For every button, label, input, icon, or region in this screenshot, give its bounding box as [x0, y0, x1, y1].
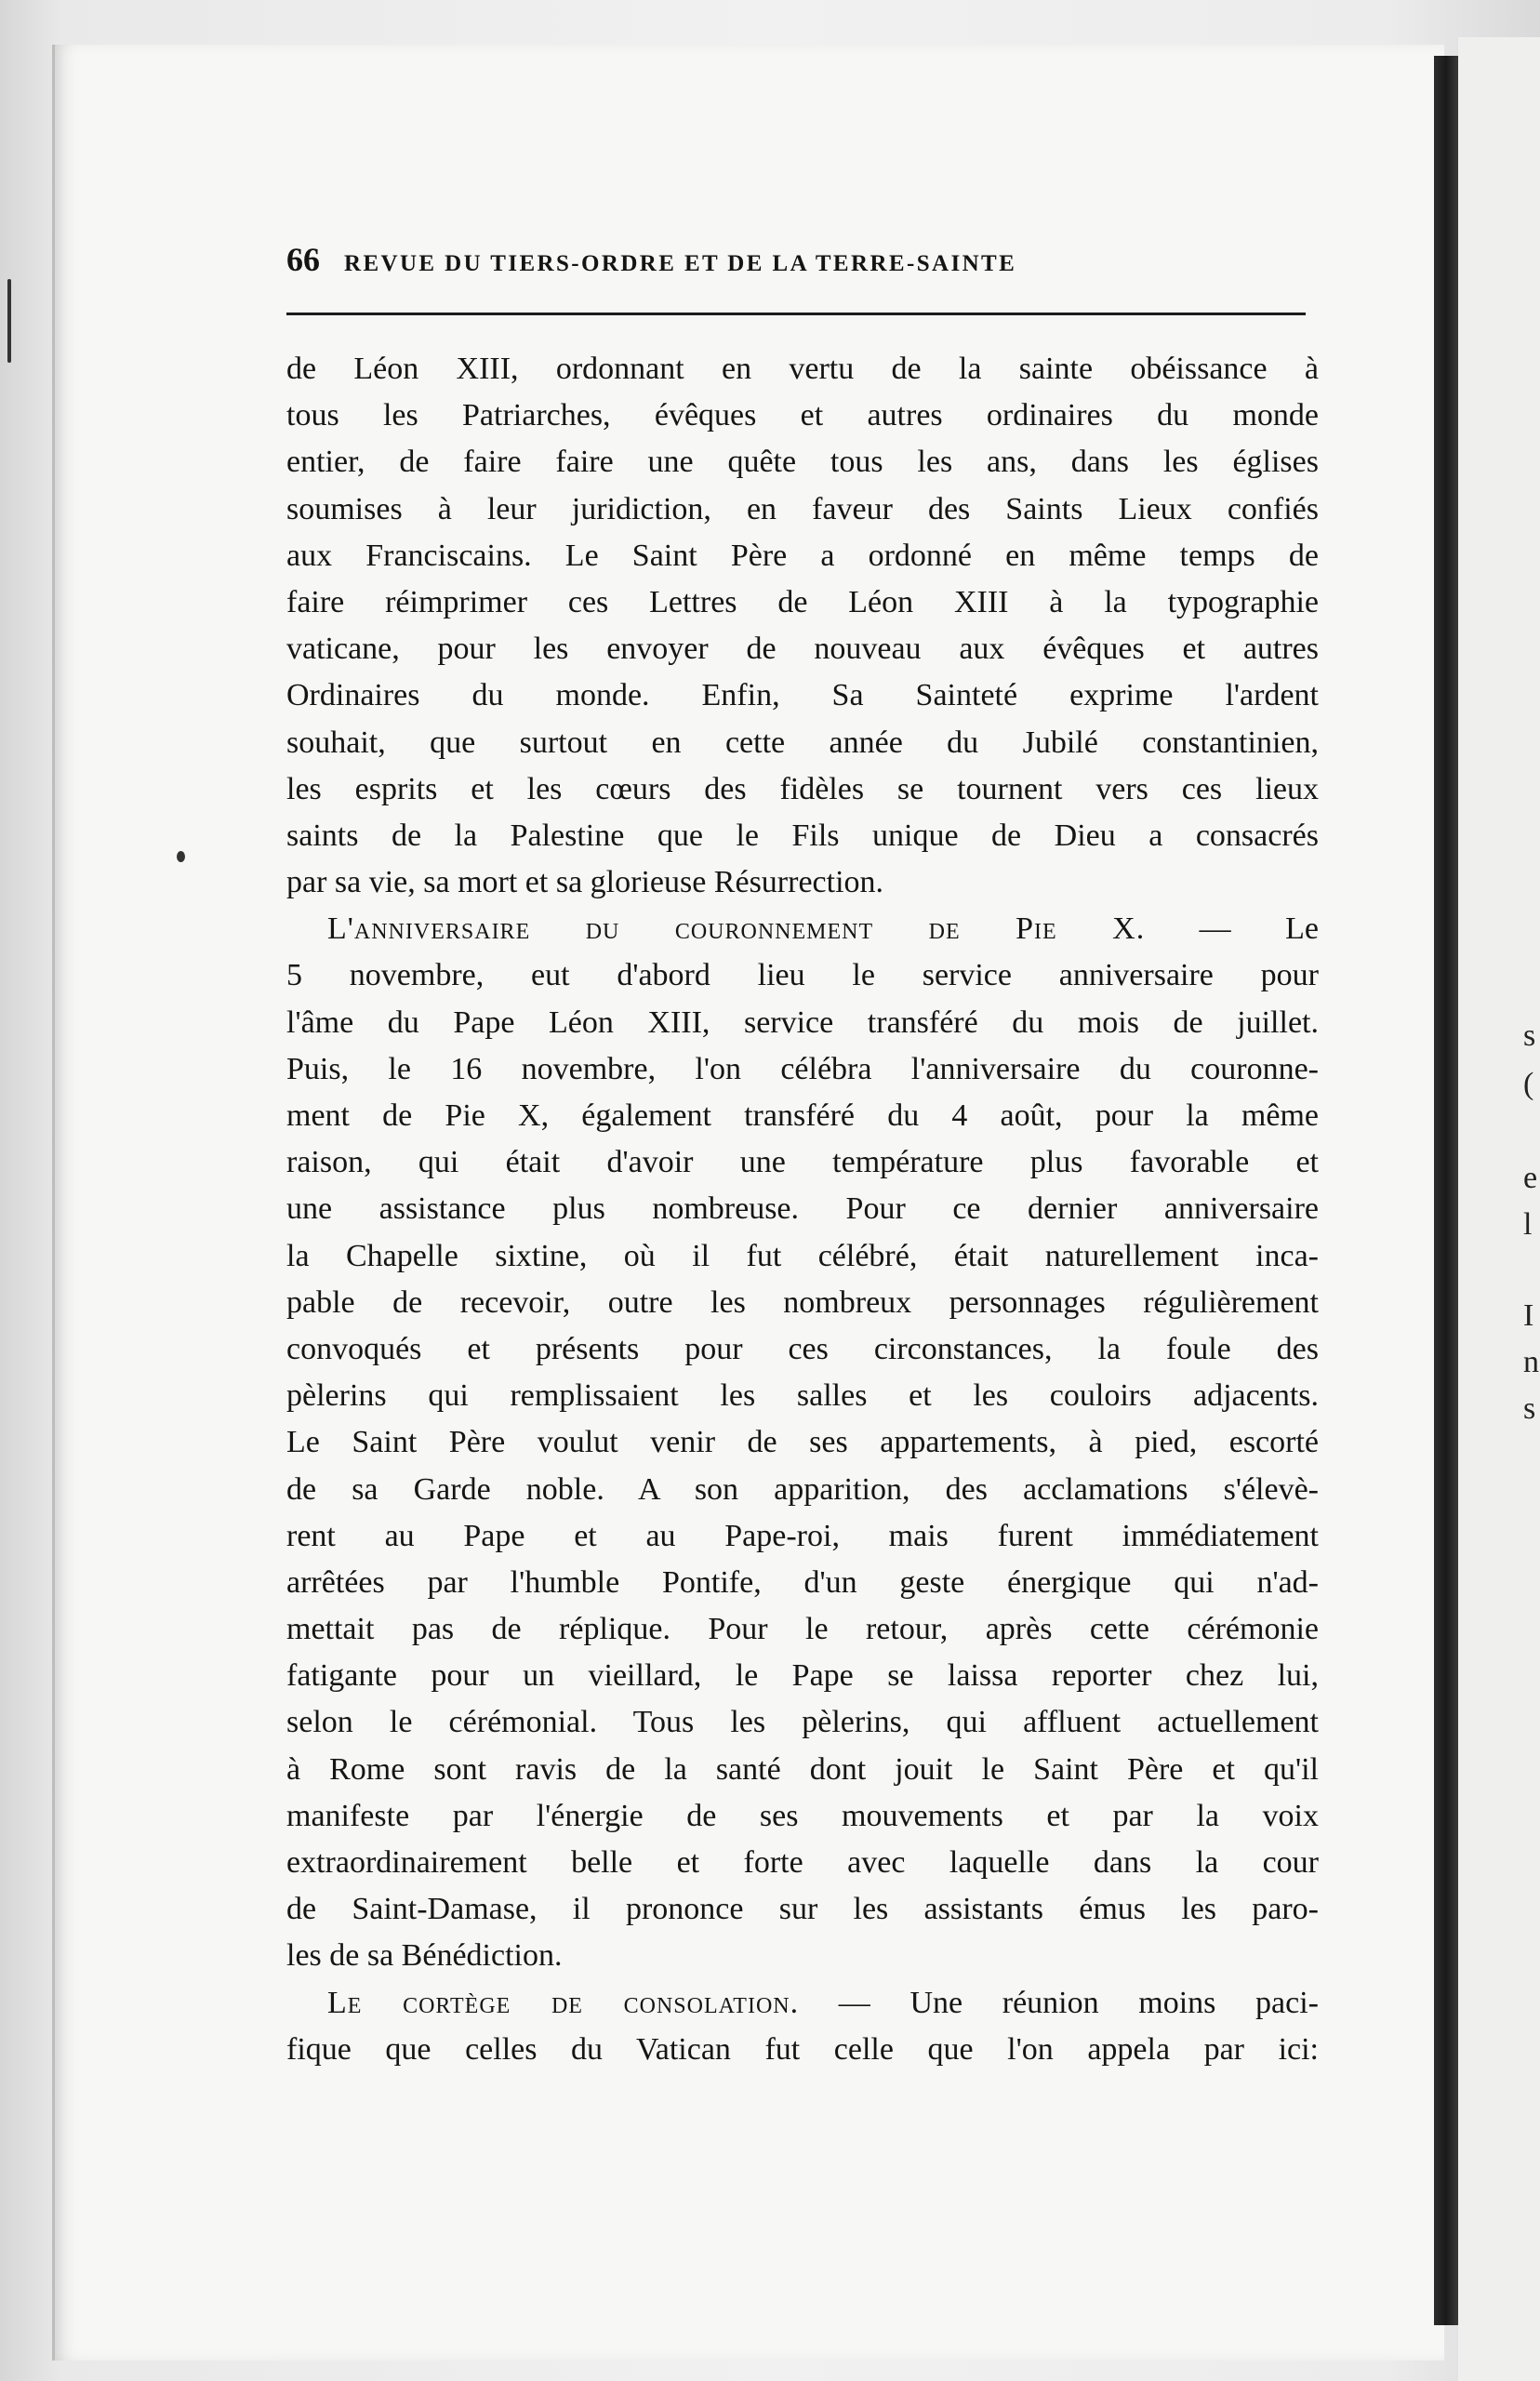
text-line: convoqués et présents pour ces circonstances, la foule des	[286, 1331, 1319, 1366]
text-line: ment de Pie X, également transféré du 4 août, pour la même	[286, 1098, 1319, 1133]
facing-page-fragment: l	[1523, 1207, 1533, 1242]
text-line: par sa vie, sa mort et sa glorieuse Résurrection.	[286, 865, 884, 900]
text-line: fique que celles du Vatican fut celle que l'on appela par ici:	[286, 2031, 1319, 2067]
facing-page-fragment: n	[1523, 1345, 1539, 1379]
page-number: 66	[286, 241, 320, 278]
facing-page-fragment: I	[1523, 1298, 1534, 1333]
text-fragment: — Une réunion moins paci-	[799, 1985, 1319, 2020]
section-heading-line	[286, 1980, 1319, 2027]
text-line: de Léon XIII, ordonnant en vertu de la sainte obéissance à	[286, 352, 1319, 386]
text-line: manifeste par l'énergie de ses mouvements et par la voix	[286, 1798, 1319, 1833]
page-header	[286, 240, 1309, 286]
facing-page-fragment: s	[1523, 1018, 1536, 1053]
facing-page-fragment: s	[1523, 1391, 1536, 1426]
text-line: les de sa Bénédiction.	[286, 1938, 563, 1974]
text-line: soumises à leur juridiction, en faveur des Saints Lieux confiés	[286, 491, 1319, 526]
text-line: 5 novembre, eut d'abord lieu le service anniversaire pour	[286, 958, 1319, 993]
running-head: REVUE DU TIERS-ORDRE ET DE LA TERRE-SAINTE	[344, 251, 1017, 276]
text-line: arrêtées par l'humble Pontife, d'un geste énergique qui n'ad-	[286, 1564, 1319, 1600]
text-line: Puis, le 16 novembre, l'on célébra l'anniversaire du couronne-	[286, 1051, 1319, 1086]
text-line: vaticane, pour les envoyer de nouveau aux évêques et autres	[286, 632, 1319, 667]
text-line: fatigante pour un vieillard, le Pape se laissa reporter chez lui,	[286, 1658, 1319, 1694]
facing-page-edge	[1458, 37, 1540, 2381]
text-line: Le Saint Père voulut venir de ses appartements, à pied, escorté	[286, 1425, 1319, 1460]
text-line: les esprits et les cœurs des fidèles se tournent vers ces lieux	[286, 771, 1319, 806]
section-heading: L'anniversaire du couronnement de Pie X.	[327, 911, 1146, 947]
text-line: de Saint-Damase, il prononce sur les assistants émus les paro-	[286, 1892, 1319, 1927]
header-rule	[286, 313, 1306, 315]
text-line: pèlerins qui remplissaient les salles et les couloirs adjacents.	[286, 1378, 1319, 1414]
text-line: entier, de faire faire une quête tous les ans, dans les églises	[286, 445, 1319, 480]
text-line: aux Franciscains. Le Saint Père a ordonné en même temps de	[286, 538, 1319, 573]
section-heading-line	[286, 906, 1319, 952]
text-line: mettait pas de réplique. Pour le retour, après cette cérémonie	[286, 1612, 1319, 1647]
article-body	[286, 346, 1319, 2073]
ink-speck	[177, 851, 185, 862]
facing-page-fragment: e	[1523, 1161, 1538, 1195]
facing-page-fragment: (	[1523, 1067, 1534, 1101]
text-line: de sa Garde noble. A son apparition, des acclamations s'élevè-	[286, 1471, 1319, 1507]
text-line: la Chapelle sixtine, où il fut célébré, était naturellement inca-	[286, 1238, 1319, 1273]
page-gutter-shadow	[1434, 56, 1458, 2325]
text-line: l'âme du Pape Léon XIII, service transféré du mois de juillet.	[286, 1004, 1319, 1040]
text-line: raison, qui était d'avoir une température plus favorable et	[286, 1145, 1319, 1180]
text-line: Ordinaires du monde. Enfin, Sa Sainteté exprime l'ardent	[286, 678, 1319, 713]
scan-mark	[7, 279, 11, 363]
text-line: extraordinairement belle et forte avec laquelle dans la cour	[286, 1845, 1319, 1880]
text-line: rent au Pape et au Pape-roi, mais furent immédiatement	[286, 1518, 1319, 1553]
text-line: souhait, que surtout en cette année du Jubilé constantinien,	[286, 725, 1319, 760]
text-line: pable de recevoir, outre les nombreux personnages régulièrement	[286, 1284, 1319, 1320]
text-line: une assistance plus nombreuse. Pour ce dernier anniversaire	[286, 1191, 1319, 1227]
text-line: selon le cérémonial. Tous les pèlerins, qui affluent actuellement	[286, 1705, 1319, 1740]
text-line: à Rome sont ravis de la santé dont jouit le Saint Père et qu'il	[286, 1751, 1319, 1787]
text-line: tous les Patriarches, évêques et autres ordinaires du monde	[286, 398, 1319, 433]
section-heading: Le cortège de consolation.	[327, 1985, 800, 2020]
text-fragment: — Le	[1145, 911, 1319, 947]
text-line: saints de la Palestine que le Fils unique de Dieu a consacrés	[286, 818, 1319, 853]
text-line: faire réimprimer ces Lettres de Léon XIII à la typographie	[286, 584, 1319, 619]
